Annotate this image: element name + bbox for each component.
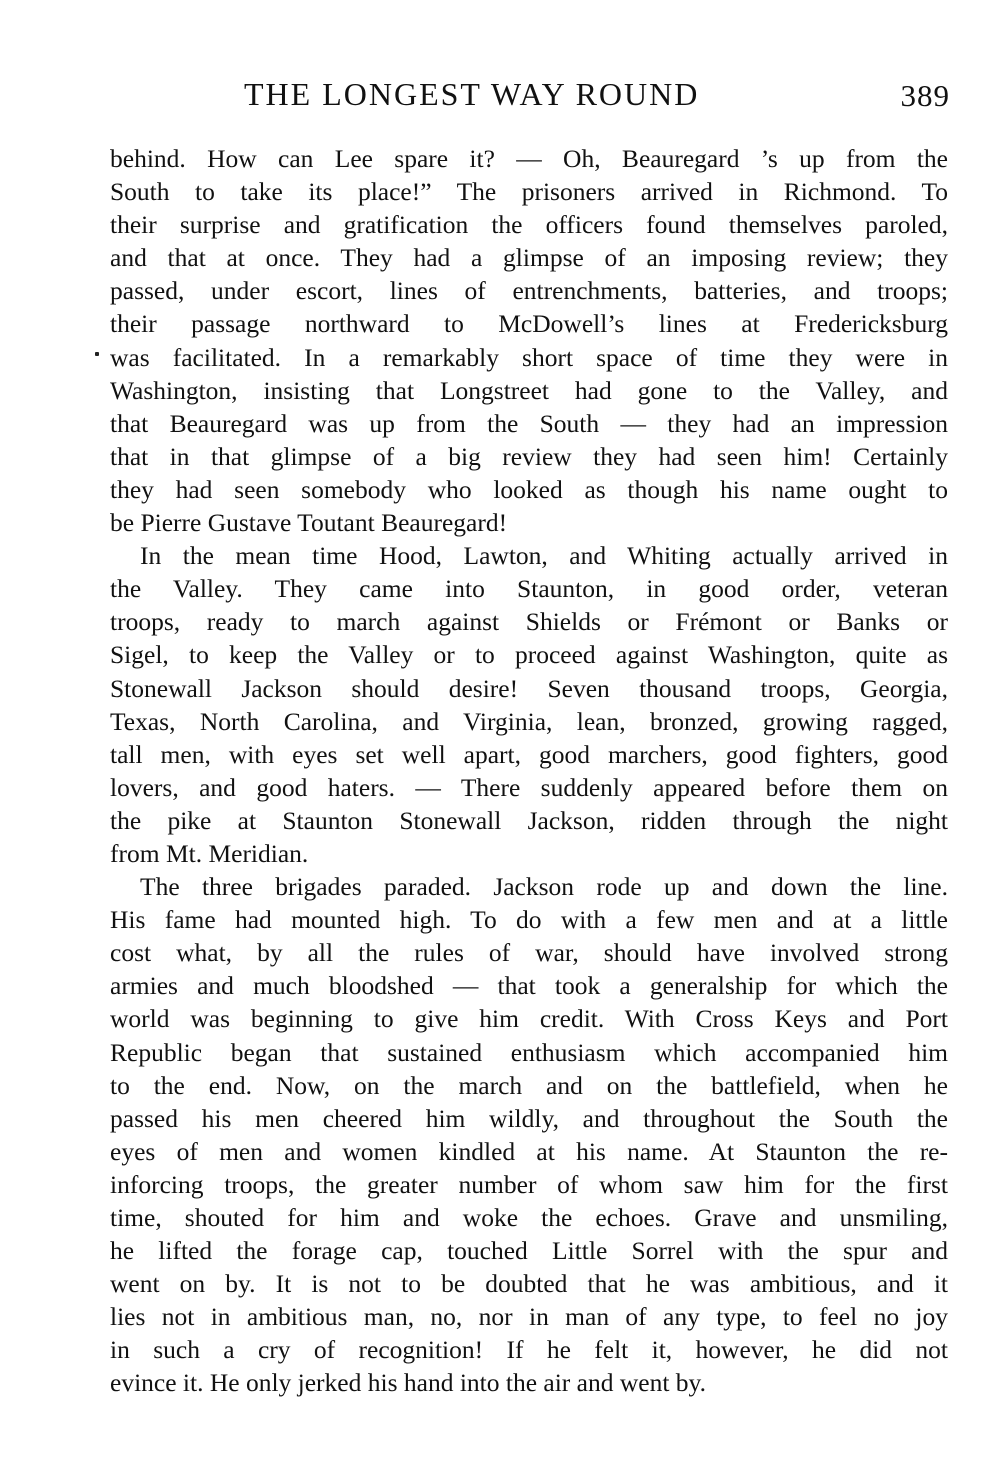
- text-line: South to take its place!” The prisoners arrived in Richmond. To: [110, 177, 948, 207]
- page-number: 389: [900, 78, 950, 113]
- body-text: [110, 142, 948, 1400]
- text-line: armies and much bloodshed — that took a generalship for which the: [110, 971, 948, 1001]
- paragraph: [110, 142, 948, 539]
- text-line: The three brigades paraded. Jackson rode up and down the line.: [140, 872, 948, 902]
- text-line: inforcing troops, the greater number of whom saw him for the first: [110, 1169, 948, 1199]
- text-line: In the mean time Hood, Lawton, and Whiting actually arrived in: [140, 541, 948, 571]
- text-line: passed his men cheered him wildly, and throughout the South the: [110, 1103, 948, 1133]
- text-line: eyes of men and women kindled at his name. At Staunton the re-: [110, 1136, 948, 1166]
- text-line: cost what, by all the rules of war, should have involved strong: [110, 938, 948, 968]
- text-line: world was beginning to give him credit. With Cross Keys and Port: [110, 1004, 948, 1034]
- text-line: he lifted the forage cap, touched Little Sorrel with the spur and: [110, 1236, 948, 1266]
- text-line: Stonewall Jackson should desire! Seven thousand troops, Georgia,: [110, 673, 948, 703]
- text-line: was facilitated. In a remarkably short space of time they were in: [110, 342, 948, 372]
- text-line: lovers, and good haters. — There suddenly appeared before them on: [110, 772, 948, 802]
- text-line: Sigel, to keep the Valley or to proceed against Washington, quite as: [110, 640, 948, 670]
- text-line: and that at once. They had a glimpse of an imposing review; they: [110, 243, 948, 273]
- text-line: Texas, North Carolina, and Virginia, lean, bronzed, growing ragged,: [110, 706, 948, 736]
- text-line: passed, under escort, lines of entrenchments, batteries, and troops;: [110, 276, 948, 306]
- margin-mark: [95, 352, 99, 356]
- text-line: from Mt. Meridian.: [110, 838, 309, 868]
- text-line: be Pierre Gustave Toutant Beauregard!: [110, 508, 508, 538]
- text-line: in such a cry of recognition! If he felt it, however, he did not: [110, 1335, 948, 1365]
- text-line: lies not in ambitious man, no, nor in man of any type, to feel no joy: [110, 1302, 948, 1332]
- text-line: time, shouted for him and woke the echoes. Grave and unsmiling,: [110, 1203, 948, 1232]
- text-line: that Beauregard was up from the South — they had an impression: [110, 408, 948, 438]
- running-head: [110, 74, 950, 118]
- text-line: went on by. It is not to be doubted that he was ambitious, and it: [110, 1269, 948, 1299]
- text-line: the Valley. They came into Staunton, in good order, veteran: [110, 574, 948, 604]
- paragraph-text: [110, 870, 948, 1400]
- paragraph-text: [110, 142, 948, 539]
- text-line: evince it. He only jerked his hand into the air and went by.: [110, 1368, 707, 1398]
- text-line: to the end. Now, on the march and on the battlefield, when he: [110, 1070, 948, 1100]
- text-line: they had seen somebody who looked as though his name ought to: [110, 474, 948, 504]
- text-line: their surprise and gratification the officers found themselves paroled,: [110, 210, 948, 240]
- text-line: troops, ready to march against Shields or Frémont or Banks or: [110, 607, 948, 637]
- text-line: behind. How can Lee spare it? — Oh, Beauregard ’s up from the: [110, 144, 948, 173]
- running-head-title: THE LONGEST WAY ROUND: [244, 76, 700, 112]
- paragraph-text: [110, 539, 948, 870]
- text-line: Washington, insisting that Longstreet had gone to the Valley, and: [110, 375, 948, 405]
- text-line: His fame had mounted high. To do with a few men and at a little: [110, 905, 948, 935]
- text-line: that in that glimpse of a big review they had seen him! Certainly: [110, 441, 948, 471]
- text-line: Republic began that sustained enthusiasm which accompanied him: [110, 1037, 948, 1067]
- paragraph: [110, 870, 948, 1400]
- text-line: tall men, with eyes set well apart, good marchers, good fighters, good: [110, 739, 948, 769]
- paragraph: [110, 539, 948, 870]
- text-line: the pike at Staunton Stonewall Jackson, ridden through the night: [110, 805, 948, 835]
- text-line: their passage northward to McDowell’s lines at Fredericksburg: [110, 309, 948, 339]
